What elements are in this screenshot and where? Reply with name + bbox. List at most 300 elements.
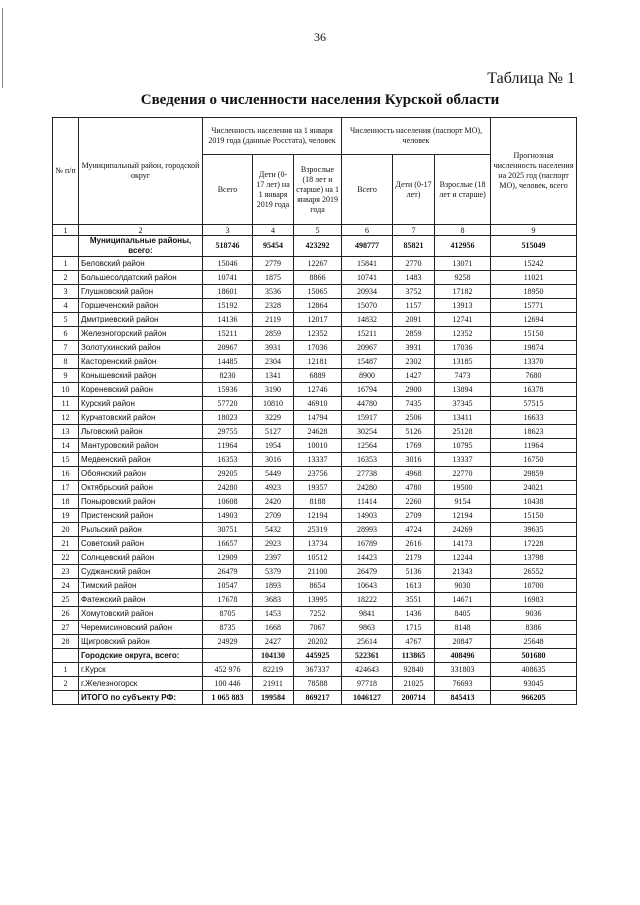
value-cell: 13370 (491, 355, 577, 369)
value-cell: 2397 (253, 551, 294, 565)
table-row (53, 341, 577, 355)
district-name: Октябрьский район (79, 481, 203, 495)
table-row (53, 383, 577, 397)
value-cell: 13798 (491, 551, 577, 565)
value-cell: 17228 (491, 537, 577, 551)
district-name: Льговский район (79, 425, 203, 439)
value-cell: 13337 (435, 453, 491, 467)
table-row (53, 523, 577, 537)
table-body (53, 225, 577, 705)
value-cell: 11964 (491, 439, 577, 453)
value-cell: 13894 (435, 383, 491, 397)
district-name: Рыльский район (79, 523, 203, 537)
value-cell: 26479 (342, 565, 393, 579)
row-number: 11 (53, 397, 79, 411)
value-cell: 57515 (491, 397, 577, 411)
value-cell: 15917 (342, 411, 393, 425)
value-cell: 24280 (342, 481, 393, 495)
header-name: Муниципальный район, городской округ (79, 118, 203, 225)
value-cell: 7680 (491, 369, 577, 383)
value-cell: 26552 (491, 565, 577, 579)
header-adults-mo: Взрослые (18 лет и старше) (435, 155, 491, 225)
value-cell: 12181 (294, 355, 342, 369)
value-cell: 3931 (393, 341, 435, 355)
value-cell: 15242 (491, 257, 577, 271)
value-cell: 3683 (253, 593, 294, 607)
value-cell: 9258 (435, 271, 491, 285)
value-cell: 14671 (435, 593, 491, 607)
value-cell: 14903 (203, 509, 253, 523)
value-cell: 3752 (393, 285, 435, 299)
value-cell: 10512 (294, 551, 342, 565)
row-number: 15 (53, 453, 79, 467)
value-cell: 518746 (203, 236, 253, 257)
value-cell: 14136 (203, 313, 253, 327)
value-cell: 515049 (491, 236, 577, 257)
row-number: 21 (53, 537, 79, 551)
value-cell: 22770 (435, 467, 491, 481)
value-cell: 1436 (393, 607, 435, 621)
row-number: 17 (53, 481, 79, 495)
header-adults-rosstat: Взрослые (18 лет и старше) на 1 января 2019 года (294, 155, 342, 225)
value-cell: 2420 (253, 495, 294, 509)
value-cell: 2179 (393, 551, 435, 565)
table-row (53, 299, 577, 313)
value-cell: 16353 (342, 453, 393, 467)
value-cell: 9036 (491, 607, 577, 621)
value-cell: 17036 (294, 341, 342, 355)
row-number: 19 (53, 509, 79, 523)
district-name: г.Железногорск (79, 677, 203, 691)
column-number: 2 (79, 225, 203, 236)
table-row (53, 579, 577, 593)
value-cell: 13995 (294, 593, 342, 607)
table-row (53, 271, 577, 285)
table-row (53, 551, 577, 565)
value-cell: 445925 (294, 649, 342, 663)
value-cell: 5432 (253, 523, 294, 537)
district-name: Фатежский район (79, 593, 203, 607)
value-cell: 4780 (393, 481, 435, 495)
row-num-cell (53, 236, 79, 257)
value-cell: 30254 (342, 425, 393, 439)
table-row (53, 495, 577, 509)
row-num-cell (53, 691, 79, 705)
row-number: 18 (53, 495, 79, 509)
row-number: 1 (53, 663, 79, 677)
value-cell: 15065 (294, 285, 342, 299)
table-row (53, 537, 577, 551)
value-cell: 13913 (435, 299, 491, 313)
value-cell: 25614 (342, 635, 393, 649)
value-cell: 5136 (393, 565, 435, 579)
value-cell: 2770 (393, 257, 435, 271)
municipal-total-row (53, 236, 577, 257)
value-cell: 21343 (435, 565, 491, 579)
value-cell: 4724 (393, 523, 435, 537)
district-name: Железногорский район (79, 327, 203, 341)
district-name: Солнцевский район (79, 551, 203, 565)
value-cell: 9841 (342, 607, 393, 621)
value-cell: 19357 (294, 481, 342, 495)
district-name: Обоянский район (79, 467, 203, 481)
value-cell: 1893 (253, 579, 294, 593)
value-cell: 15487 (342, 355, 393, 369)
value-cell: 17182 (435, 285, 491, 299)
table-row (53, 425, 577, 439)
value-cell: 13185 (435, 355, 491, 369)
value-cell: 15150 (491, 509, 577, 523)
header-mo-group: Численность населения (паспорт МО), человек (342, 118, 491, 155)
district-name: Дмитриевский район (79, 313, 203, 327)
value-cell: 423292 (294, 236, 342, 257)
value-cell: 92840 (393, 663, 435, 677)
row-label: Городские округа, всего: (79, 649, 203, 663)
value-cell: 15070 (342, 299, 393, 313)
value-cell: 8405 (435, 607, 491, 621)
column-number: 8 (435, 225, 491, 236)
district-name: Курчатовский район (79, 411, 203, 425)
value-cell: 3931 (253, 341, 294, 355)
value-cell: 15841 (342, 257, 393, 271)
district-name: Медвенский район (79, 453, 203, 467)
value-cell: 452 976 (203, 663, 253, 677)
value-cell: 37345 (435, 397, 491, 411)
value-cell: 24021 (491, 481, 577, 495)
value-cell: 18222 (342, 593, 393, 607)
table-row (53, 327, 577, 341)
value-cell: 501680 (491, 649, 577, 663)
value-cell: 20847 (435, 635, 491, 649)
value-cell: 2616 (393, 537, 435, 551)
value-cell: 15192 (203, 299, 253, 313)
value-cell: 19874 (491, 341, 577, 355)
value-cell: 14794 (294, 411, 342, 425)
value-cell: 78588 (294, 677, 342, 691)
value-cell: 4767 (393, 635, 435, 649)
value-cell: 10010 (294, 439, 342, 453)
value-cell: 25648 (491, 635, 577, 649)
column-number: 9 (491, 225, 577, 236)
value-cell: 100 446 (203, 677, 253, 691)
value-cell: 12194 (294, 509, 342, 523)
column-number: 6 (342, 225, 393, 236)
district-name: Черемисиновский район (79, 621, 203, 635)
value-cell: 16983 (491, 593, 577, 607)
header-children-rosstat: Дети (0-17 лет) на 1 января 2019 года (253, 155, 294, 225)
value-cell: 1157 (393, 299, 435, 313)
value-cell: 13411 (435, 411, 491, 425)
row-number: 2 (53, 677, 79, 691)
table-row (53, 621, 577, 635)
value-cell: 3016 (393, 453, 435, 467)
value-cell: 9863 (342, 621, 393, 635)
district-name: Золотухинский район (79, 341, 203, 355)
header-forecast: Прогнозная численность населения на 2025 год (паспорт МО), человек, всего (491, 118, 577, 225)
value-cell: 2709 (393, 509, 435, 523)
value-cell: 23756 (294, 467, 342, 481)
table-row (53, 635, 577, 649)
value-cell: 13071 (435, 257, 491, 271)
value-cell: 10643 (342, 579, 393, 593)
value-cell: 412956 (435, 236, 491, 257)
district-name: Щигровский район (79, 635, 203, 649)
grand-total-row (53, 691, 577, 705)
value-cell: 24929 (203, 635, 253, 649)
table-row (53, 411, 577, 425)
value-cell: 16794 (342, 383, 393, 397)
value-cell: 15046 (203, 257, 253, 271)
value-cell: 8188 (294, 495, 342, 509)
value-cell: 5379 (253, 565, 294, 579)
row-number: 20 (53, 523, 79, 537)
value-cell: 10608 (203, 495, 253, 509)
value-cell: 498777 (342, 236, 393, 257)
table-row (53, 285, 577, 299)
column-number: 4 (253, 225, 294, 236)
value-cell: 10700 (491, 579, 577, 593)
row-number: 8 (53, 355, 79, 369)
value-cell: 44780 (342, 397, 393, 411)
district-name: Курский район (79, 397, 203, 411)
value-cell: 29205 (203, 467, 253, 481)
table-label: Таблица № 1 (487, 70, 575, 87)
header-children-mo: Дети (0-17 лет) (393, 155, 435, 225)
value-cell: 9154 (435, 495, 491, 509)
value-cell: 1483 (393, 271, 435, 285)
page-number: 36 (314, 30, 326, 44)
value-cell: 10741 (342, 271, 393, 285)
value-cell: 8900 (342, 369, 393, 383)
value-cell: 2302 (393, 355, 435, 369)
value-cell: 2779 (253, 257, 294, 271)
margin-mark (2, 8, 3, 88)
value-cell: 8705 (203, 607, 253, 621)
row-number: 22 (53, 551, 79, 565)
table-row (53, 397, 577, 411)
value-cell: 1875 (253, 271, 294, 285)
district-name: Горшеченский район (79, 299, 203, 313)
value-cell: 24269 (435, 523, 491, 537)
value-cell: 1453 (253, 607, 294, 621)
value-cell: 1668 (253, 621, 294, 635)
table-row (53, 467, 577, 481)
table-row (53, 565, 577, 579)
value-cell: 16353 (203, 453, 253, 467)
value-cell: 12267 (294, 257, 342, 271)
row-label: ИТОГО по субъекту РФ: (79, 691, 203, 705)
value-cell: 2119 (253, 313, 294, 327)
value-cell: 15211 (203, 327, 253, 341)
value-cell: 29755 (203, 425, 253, 439)
value-cell: 11021 (491, 271, 577, 285)
value-cell: 12017 (294, 313, 342, 327)
value-cell: 367337 (294, 663, 342, 677)
value-cell: 424643 (342, 663, 393, 677)
value-cell: 3229 (253, 411, 294, 425)
value-cell: 3190 (253, 383, 294, 397)
value-cell: 29859 (491, 467, 577, 481)
value-cell: 28993 (342, 523, 393, 537)
value-cell: 12194 (435, 509, 491, 523)
table-row (53, 453, 577, 467)
table-row (53, 313, 577, 327)
value-cell: 57720 (203, 397, 253, 411)
value-cell: 20967 (342, 341, 393, 355)
row-number: 4 (53, 299, 79, 313)
column-number: 1 (53, 225, 79, 236)
value-cell: 2859 (393, 327, 435, 341)
value-cell: 11414 (342, 495, 393, 509)
table-row (53, 663, 577, 677)
value-cell: 1046127 (342, 691, 393, 705)
value-cell: 15936 (203, 383, 253, 397)
value-cell: 12741 (435, 313, 491, 327)
row-number: 25 (53, 593, 79, 607)
value-cell: 11964 (203, 439, 253, 453)
value-cell: 1954 (253, 439, 294, 453)
value-cell: 8386 (491, 621, 577, 635)
row-number: 28 (53, 635, 79, 649)
value-cell: 21100 (294, 565, 342, 579)
value-cell: 5127 (253, 425, 294, 439)
value-cell: 4968 (393, 467, 435, 481)
table-row (53, 677, 577, 691)
value-cell: 7473 (435, 369, 491, 383)
table-row (53, 481, 577, 495)
row-number: 16 (53, 467, 79, 481)
row-number: 9 (53, 369, 79, 383)
header-total-rosstat: Всего (203, 155, 253, 225)
value-cell: 97718 (342, 677, 393, 691)
value-cell: 24280 (203, 481, 253, 495)
value-cell: 27738 (342, 467, 393, 481)
value-cell: 12909 (203, 551, 253, 565)
value-cell: 113865 (393, 649, 435, 663)
table-row (53, 439, 577, 453)
value-cell: 6889 (294, 369, 342, 383)
row-number: 24 (53, 579, 79, 593)
value-cell: 2900 (393, 383, 435, 397)
value-cell: 14173 (435, 537, 491, 551)
row-number: 23 (53, 565, 79, 579)
value-cell: 93045 (491, 677, 577, 691)
value-cell: 17678 (203, 593, 253, 607)
value-cell: 869217 (294, 691, 342, 705)
value-cell: 12352 (294, 327, 342, 341)
table-row (53, 355, 577, 369)
row-number: 14 (53, 439, 79, 453)
value-cell: 20202 (294, 635, 342, 649)
table-row (53, 369, 577, 383)
table-row (53, 509, 577, 523)
district-name: Хомутовский район (79, 607, 203, 621)
district-name: Глушковский район (79, 285, 203, 299)
value-cell: 18601 (203, 285, 253, 299)
value-cell: 2328 (253, 299, 294, 313)
district-name: Суджанский район (79, 565, 203, 579)
value-cell: 16657 (203, 537, 253, 551)
value-cell: 2859 (253, 327, 294, 341)
value-cell: 20967 (203, 341, 253, 355)
value-cell: 15150 (491, 327, 577, 341)
value-cell: 10795 (435, 439, 491, 453)
value-cell: 85821 (393, 236, 435, 257)
value-cell: 14832 (342, 313, 393, 327)
value-cell: 95454 (253, 236, 294, 257)
value-cell: 522361 (342, 649, 393, 663)
value-cell: 19500 (435, 481, 491, 495)
value-cell: 82219 (253, 663, 294, 677)
value-cell: 17036 (435, 341, 491, 355)
value-cell: 13337 (294, 453, 342, 467)
row-number: 2 (53, 271, 79, 285)
value-cell: 12864 (294, 299, 342, 313)
value-cell: 8148 (435, 621, 491, 635)
value-cell: 21025 (393, 677, 435, 691)
row-num-cell (53, 649, 79, 663)
value-cell: 12694 (491, 313, 577, 327)
value-cell: 15771 (491, 299, 577, 313)
value-cell: 16378 (491, 383, 577, 397)
value-cell: 1427 (393, 369, 435, 383)
value-cell: 25128 (435, 425, 491, 439)
table-row (53, 607, 577, 621)
value-cell: 24628 (294, 425, 342, 439)
value-cell: 1613 (393, 579, 435, 593)
district-name: Касторенский район (79, 355, 203, 369)
value-cell: 25319 (294, 523, 342, 537)
district-name: Тимский район (79, 579, 203, 593)
value-cell: 39635 (491, 523, 577, 537)
column-number-row (53, 225, 577, 236)
district-name: Беловский район (79, 257, 203, 271)
row-number: 6 (53, 327, 79, 341)
value-cell: 14485 (203, 355, 253, 369)
value-cell: 966205 (491, 691, 577, 705)
row-number: 27 (53, 621, 79, 635)
value-cell: 76693 (435, 677, 491, 691)
header-num: № п/п (53, 118, 79, 225)
value-cell: 8866 (294, 271, 342, 285)
district-name: Поныровский район (79, 495, 203, 509)
value-cell: 3016 (253, 453, 294, 467)
row-label: Муниципальные районы, всего: (79, 236, 203, 257)
value-cell (203, 649, 253, 663)
value-cell: 7252 (294, 607, 342, 621)
city-total-row (53, 649, 577, 663)
value-cell: 8735 (203, 621, 253, 635)
value-cell: 15211 (342, 327, 393, 341)
value-cell: 2506 (393, 411, 435, 425)
column-number: 5 (294, 225, 342, 236)
value-cell: 408496 (435, 649, 491, 663)
table-row (53, 593, 577, 607)
value-cell: 46910 (294, 397, 342, 411)
value-cell: 1769 (393, 439, 435, 453)
value-cell: 16789 (342, 537, 393, 551)
column-number: 7 (393, 225, 435, 236)
value-cell: 26479 (203, 565, 253, 579)
value-cell: 845413 (435, 691, 491, 705)
value-cell: 2091 (393, 313, 435, 327)
value-cell: 10547 (203, 579, 253, 593)
value-cell: 1715 (393, 621, 435, 635)
value-cell: 200714 (393, 691, 435, 705)
table-row (53, 257, 577, 271)
population-table (52, 117, 577, 705)
value-cell: 5126 (393, 425, 435, 439)
